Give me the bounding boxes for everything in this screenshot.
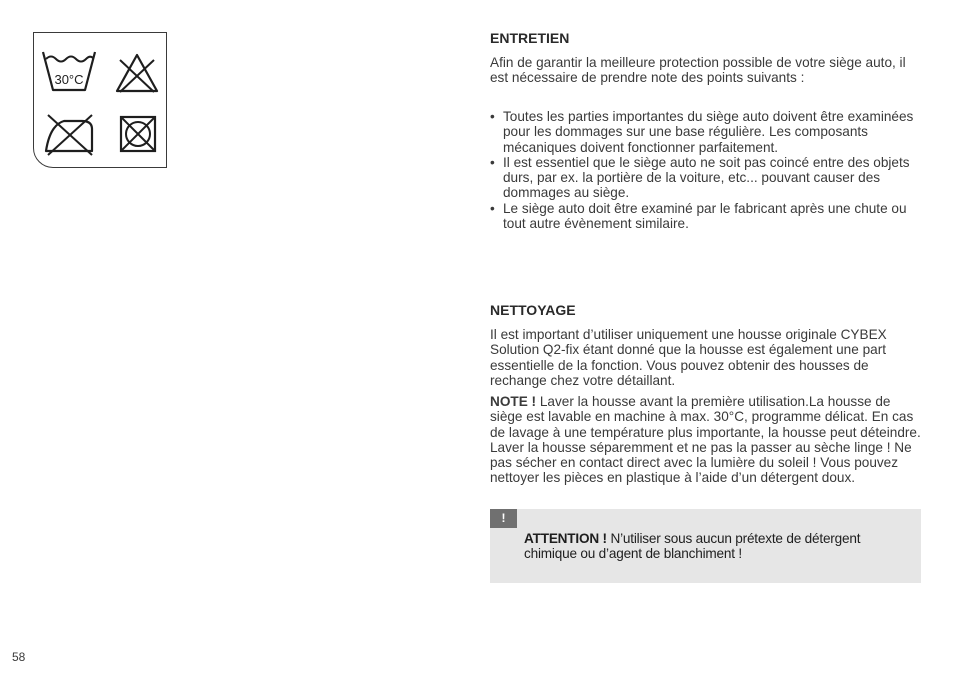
- wash-30-icon: [41, 48, 97, 94]
- no-bleach-icon: [114, 52, 160, 94]
- attention-callout: [490, 509, 921, 583]
- care-symbols-panel: [33, 32, 167, 168]
- warning-icon: !: [490, 509, 517, 528]
- attention-label: ATTENTION !: [524, 531, 607, 546]
- entretien-heading: ENTRETIEN: [490, 30, 570, 46]
- list-item: • Le siège auto doit être examiné par le fabricant après une chute ou tout autre évènement similaire.: [490, 201, 922, 232]
- nettoyage-paragraph: Il est important d’utiliser uniquement une housse originale CYBEX Solution Q2-fix étant donné que la housse est également une part essentielle de la fonction. Vous pouvez obtenir des housses de rechange chez votre détaillant.: [490, 327, 887, 388]
- wash-temperature-label: 30°C: [54, 72, 84, 87]
- no-iron-icon: [42, 111, 98, 157]
- no-tumble-dry-icon: [118, 114, 158, 154]
- page-number: 58: [12, 650, 26, 664]
- list-item: • Toutes les parties importantes du siège auto doivent être examinées pour les dommages sur une base régulière. Les composants mécaniques doivent fonctionner parfaitement.: [490, 109, 922, 155]
- entretien-bullet-list: [490, 109, 922, 231]
- attention-text: [524, 531, 909, 561]
- note-text: Laver la housse avant la première utilisation.La housse de siège est lavable en machine à max. 30°C, programme délicat. En cas de lavage à une température plus importante, la housse peut déteindre. Laver la housse séparemment et ne pas la passer au sèche linge ! Ne pas sécher en contact direct avec la lumière du soleil ! Vous pouvez nettoyer les pièces en plastique à l’aide d’un détergent doux.: [490, 394, 921, 486]
- entretien-intro: Afin de garantir la meilleure protection possible de votre siège auto, il est nécessaire de prendre note des points suivants :: [490, 55, 906, 86]
- note-label: NOTE !: [490, 394, 537, 409]
- list-item: • Il est essentiel que le siège auto ne soit pas coincé entre des objets durs, par ex. la portière de la voiture, etc... pouvant causer des dommages au siège.: [490, 155, 922, 201]
- note-paragraph: [490, 394, 922, 486]
- attention-message: N’utiliser sous aucun prétexte de détergent chimique ou d’agent de blanchiment !: [524, 531, 861, 561]
- nettoyage-heading: NETTOYAGE: [490, 302, 576, 318]
